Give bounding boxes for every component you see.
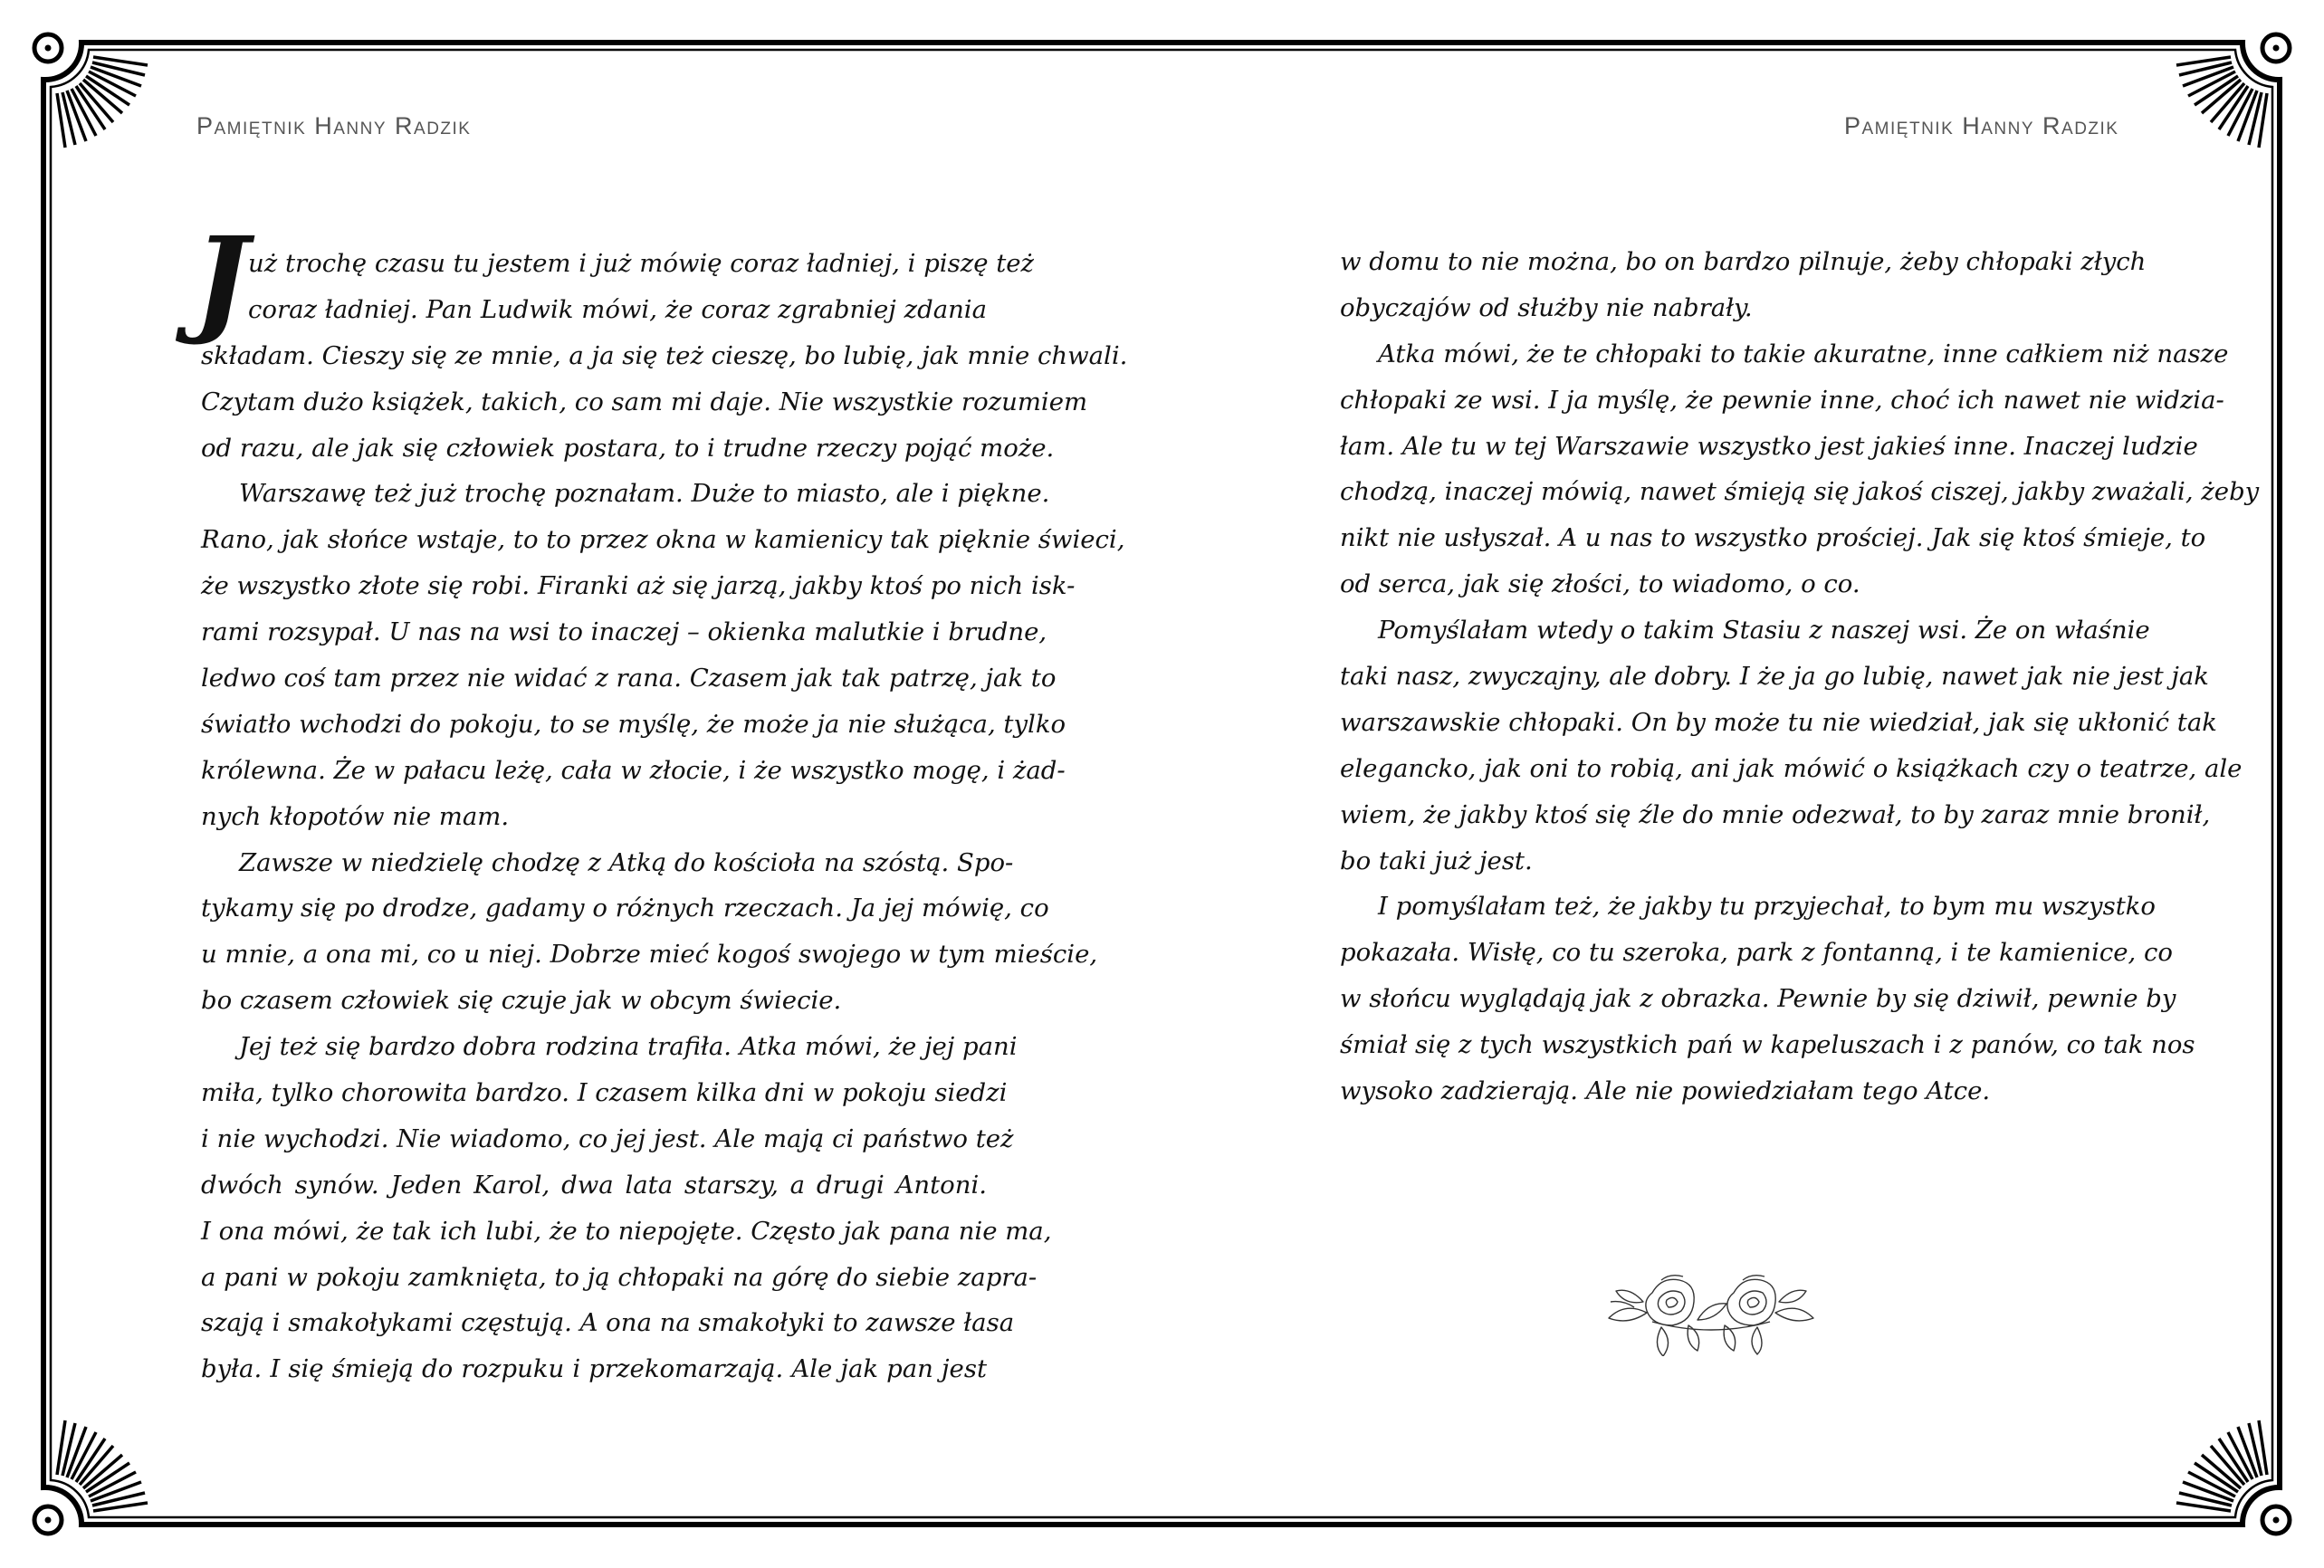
- text-line: Zawsze w niedzielę chodzę z Atką do kościoła na szóstą. Spo-: [239, 847, 1014, 877]
- drop-cap: J: [194, 213, 249, 349]
- text-line: od serca, jak się złości, to wiadomo, o co.: [1340, 569, 1860, 599]
- text-line: Czytam dużo książek, takich, co sam mi daje. Nie wszystkie rozumiem: [201, 387, 1088, 416]
- text-line: rami rozsypał. U nas na wsi to inaczej – okienka malutkie i brudne,: [201, 617, 1047, 647]
- text-line: szają i smakołykami częstują. A ona na smakołyki to zawsze łasa: [201, 1308, 1015, 1338]
- text-line: światło wchodzi do pokoju, to se myślę, że może ja nie służąca, tylko: [201, 709, 1066, 739]
- left-page-body: [201, 241, 1128, 1392]
- text-line: w słońcu wyglądają jak z obrazka. Pewnie by się dziwił, pewnie by: [1340, 984, 2176, 1014]
- text-line: Warszawę też już trochę poznałam. Duże to miasto, ale i piękne.: [239, 479, 1050, 509]
- text-line: taki nasz, zwyczajny, ale dobry. I że ja go lubię, nawet jak nie jest jak: [1340, 662, 2209, 692]
- text-line: I pomyślałam też, że jakby tu przyjechał, to bym mu wszystko: [1378, 892, 2156, 922]
- text-line: I ona mówi, że tak ich lubi, że to niepojęte. Często jak pana nie ma,: [201, 1216, 1052, 1246]
- text-line: elegancko, jak oni to robią, ani jak mówić o książkach czy o teatrze, ale: [1340, 753, 2243, 783]
- text-line: bo taki już jest.: [1340, 846, 1533, 875]
- rose-vine-ornament-icon: [1598, 1266, 1824, 1356]
- text-line: łam. Ale tu w tej Warszawie wszystko jest jakieś inne. Inaczej ludzie: [1340, 431, 2198, 461]
- text-line: wiem, że jakby ktoś się źle do mnie odezwał, to by zaraz mnie bronił,: [1340, 799, 2211, 829]
- text-line: nych kłopotów nie mam.: [201, 801, 510, 831]
- text-line: była. I się śmieją do rozpuku i przekomarzają. Ale jak pan jest: [201, 1354, 987, 1384]
- running-head-left: Pamiętnik Hanny Radzik: [196, 112, 472, 139]
- text-line: a pani w pokoju zamknięta, to ją chłopaki na górę do siebie zapra-: [201, 1262, 1038, 1292]
- text-line: miła, tylko chorowita bardzo. I czasem kilka dni w pokoju siedzi: [201, 1078, 1008, 1108]
- text-line: Rano, jak słońce wstaje, to to przez okna w kamienicy tak pięknie świeci,: [201, 525, 1125, 555]
- text-line: obyczajów od służby nie nabrały.: [1340, 292, 1753, 322]
- text-line: pokazała. Wisłę, co tu szeroka, park z fontanną, i te kamienice, co: [1340, 938, 2173, 968]
- text-line: i nie wychodzi. Nie wiadomo, co jej jest. Ale mają ci państwo też: [201, 1123, 1014, 1153]
- text-line: że wszystko złote się robi. Firanki aż się jarzą, jakby ktoś po nich isk-: [201, 571, 1076, 601]
- text-line: śmiał się z tych wszystkich pań w kapeluszach i z panów, co tak nos: [1340, 1030, 2195, 1060]
- text-line: składam. Cieszy się ze mnie, a ja się też cieszę, bo lubię, jak mnie chwali.: [201, 340, 1128, 370]
- text-line: tykamy się po drodze, gadamy o różnych rzeczach. Ja jej mówię, co: [201, 894, 1049, 923]
- text-line: Atka mówi, że te chłopaki to takie akuratne, inne całkiem niż nasze: [1378, 339, 2229, 368]
- text-line: u mnie, a ona mi, co u niej. Dobrze mieć kogoś swojego w tym mieście,: [201, 940, 1098, 970]
- text-line: królewna. Że w pałacu leżę, cała w złocie, i że wszystko mogę, i żad-: [201, 755, 1066, 785]
- text-line: chłopaki ze wsi. I ja myślę, że pewnie inne, choć ich nawet nie widzia-: [1340, 385, 2224, 415]
- text-line: Jej też się bardzo dobra rodzina trafiła. Atka mówi, że jej pani: [239, 1032, 1018, 1062]
- text-line: chodzą, inaczej mówią, nawet śmieją się jakoś ciszej, jakby zważali, żeby: [1340, 477, 2260, 507]
- text-line: od razu, ale jak się człowiek postara, to i trudne rzeczy pojąć może.: [201, 433, 1055, 463]
- text-line: uż trochę czasu tu jestem i już mówię coraz ładniej, i piszę też: [248, 249, 1035, 278]
- text-line: w domu to nie można, bo on bardzo pilnuje, żeby chłopaki złych: [1340, 247, 2147, 276]
- text-line: wysoko zadzierają. Ale nie powiedziałam tego Atce.: [1340, 1076, 1991, 1106]
- text-line: bo czasem człowiek się czuje jak w obcym świecie.: [201, 986, 842, 1016]
- text-line: warszawskie chłopaki. On by może tu nie wiedział, jak się ukłonić tak: [1340, 707, 2217, 737]
- text-line: Pomyślałam wtedy o takim Stasiu z naszej wsi. Że on właśnie: [1378, 616, 2150, 645]
- text-line: coraz ładniej. Pan Ludwik mówi, że coraz zgrabniej zdania: [248, 294, 987, 324]
- right-page-body: [1340, 239, 2260, 1114]
- text-line: nikt nie usłyszał. A u nas to wszystko prościej. Jak się ktoś śmieje, to: [1340, 523, 2206, 553]
- text-line: dwóch synów. Jeden Karol, dwa lata starszy, a drugi Antoni.: [201, 1170, 987, 1200]
- running-head-right: Pamiętnik Hanny Radzik: [1844, 112, 2119, 139]
- text-line: ledwo coś tam przez nie widać z rana. Czasem jak tak patrzę, jak to: [201, 664, 1057, 693]
